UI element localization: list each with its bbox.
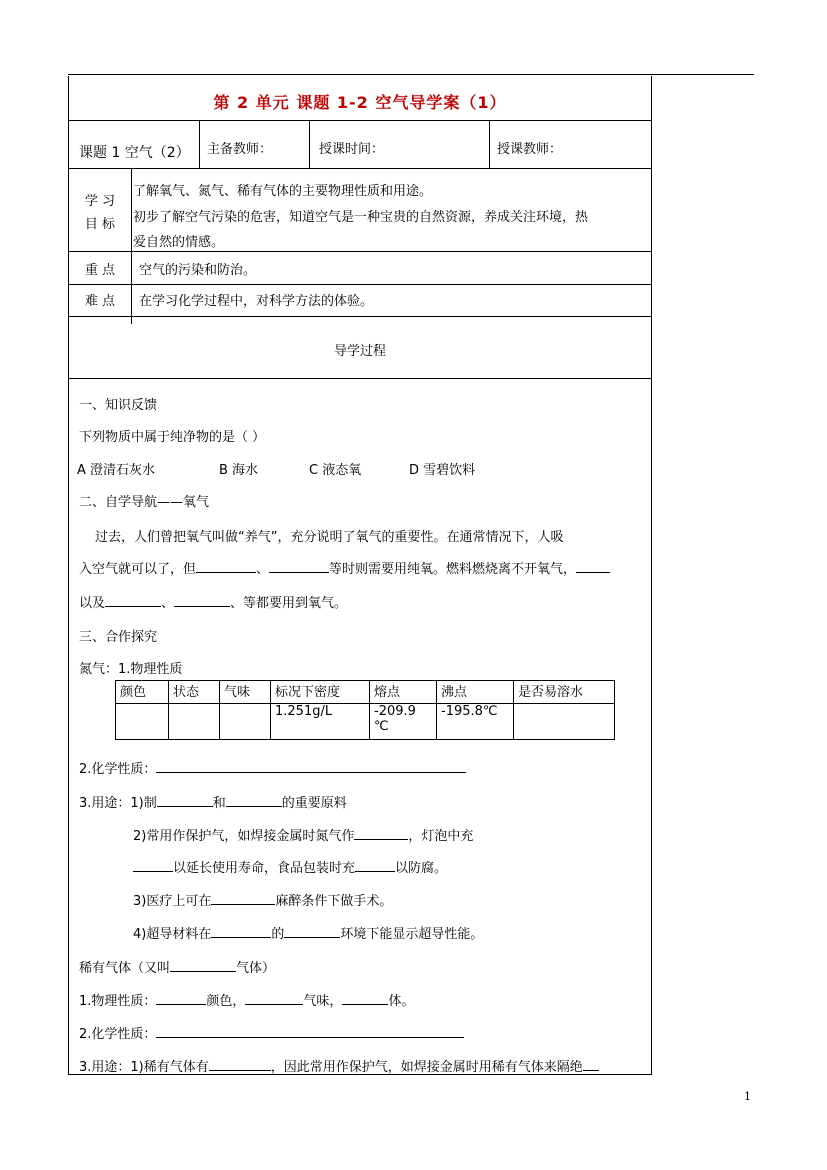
paragraph-text: 以及: [79, 596, 106, 611]
table-cell[interactable]: [220, 704, 271, 740]
divider: [199, 120, 200, 168]
objectives-label-2: 目 标: [84, 217, 116, 232]
paragraph-line: [79, 558, 610, 577]
section-heading: 三、合作探究: [79, 630, 158, 645]
noble-chem-line: [79, 1023, 464, 1042]
divider: [69, 120, 651, 121]
table-cell: -195.8℃: [437, 704, 514, 740]
divider: [69, 316, 651, 317]
table-cell[interactable]: [514, 704, 615, 740]
paragraph-text: 入空气就可以了，但: [79, 562, 197, 577]
time-label: 授课时间：: [319, 142, 385, 157]
noble-physical-line: [79, 990, 414, 1009]
divider: [69, 251, 651, 252]
option-d: D 雪碧饮料: [409, 463, 476, 478]
table-cell[interactable]: [116, 704, 169, 740]
answer-blank[interactable]: [355, 859, 395, 872]
label-text: ，灯泡中充: [408, 829, 474, 844]
divider: [69, 168, 651, 169]
objective-line: 了解氧气、氮气、稀有气体的主要物理性质和用途。: [133, 184, 433, 199]
divider: [131, 168, 132, 324]
option-c: C 液态氧: [309, 463, 362, 478]
answer-blank[interactable]: [284, 925, 340, 938]
label-text: 环境下能显示超导性能。: [340, 927, 484, 942]
paragraph-text: 、: [161, 596, 175, 611]
objective-line: 爱自然的情感。: [133, 235, 225, 250]
label-text: 稀有气体（又叫: [79, 961, 171, 976]
label-text: 体。: [388, 994, 415, 1009]
table-header: 熔点: [370, 681, 437, 704]
answer-blank[interactable]: [342, 992, 388, 1005]
answer-blank[interactable]: [157, 794, 213, 807]
lecturer-label: 授课教师：: [497, 142, 563, 157]
label-text: 麻醉条件下做手术。: [275, 894, 393, 909]
label-text: 2.化学性质：: [79, 762, 157, 777]
table-header: 颜色: [116, 681, 169, 704]
divider: [69, 378, 651, 379]
top-rule: [68, 74, 754, 75]
objective-line: 初步了解空气污染的危害，知道空气是一种宝贵的自然资源，养成关注环境，热: [133, 210, 589, 225]
answer-blank[interactable]: [174, 594, 230, 607]
answer-blank[interactable]: [209, 1058, 271, 1071]
use-line: [133, 857, 447, 876]
label-text: 的重要原料: [281, 796, 347, 811]
table-cell: 1.251g/L: [271, 704, 370, 740]
noble-use-line: [79, 1056, 599, 1075]
use-line: [79, 792, 347, 811]
answer-blank[interactable]: [269, 560, 329, 573]
answer-blank[interactable]: [226, 794, 282, 807]
objectives-label-1: 学 习: [84, 194, 116, 209]
table-header-row: [116, 681, 615, 704]
label-text: 以延长使用寿命，食品包装时充: [173, 861, 356, 876]
key-point-text: 空气的污染和防治。: [139, 263, 257, 278]
label-text: 颜色，: [206, 994, 246, 1009]
answer-blank[interactable]: [196, 560, 256, 573]
label-text: 3)医疗上可在: [133, 894, 212, 909]
paragraph-text: 、: [256, 562, 270, 577]
nitrogen-title: 氮气：1.物理性质: [79, 662, 183, 677]
difficulty-label: 难 点: [84, 294, 116, 309]
worksheet-frame: [68, 76, 652, 1075]
label-text: ，因此常用作保护气，如焊接金属时用稀有气体来隔绝: [270, 1060, 583, 1075]
lesson-name: 课题 1 空气（2）: [79, 145, 190, 161]
answer-blank[interactable]: [105, 594, 161, 607]
label-text: 以防腐。: [395, 861, 448, 876]
answer-blank[interactable]: [133, 859, 173, 872]
difficulty-text: 在学习化学过程中，对科学方法的体验。: [139, 294, 374, 309]
use-line: [133, 890, 392, 909]
answer-blank[interactable]: [156, 992, 206, 1005]
label-text: 气味，: [303, 994, 343, 1009]
label-text: 3.用途：1)稀有气体有: [79, 1060, 209, 1075]
label-text: 4)超导材料在: [133, 927, 212, 942]
answer-blank[interactable]: [170, 959, 236, 972]
answer-blank[interactable]: [211, 892, 275, 905]
divider: [489, 120, 490, 168]
answer-blank[interactable]: [576, 560, 610, 573]
paragraph-text: 、等都要用到氧气。: [230, 596, 348, 611]
table-cell: -209.9 ℃: [370, 704, 437, 740]
option-b: B 海水: [219, 463, 259, 478]
label-text: 和: [212, 796, 226, 811]
quiz-question: 下列物质中属于纯净物的是（ ）: [79, 430, 266, 445]
label-text: 气体）: [236, 961, 276, 976]
process-heading: 导学过程: [333, 344, 386, 359]
label-text: 的: [271, 927, 285, 942]
page-number: 1: [744, 1090, 751, 1103]
paragraph-line: 过去，人们曾把氧气叫做“养气”，充分说明了氧气的重要性。在通常情况下，人吸: [95, 530, 564, 545]
option-a: A 澄清石灰水: [77, 463, 156, 478]
table-row: [116, 704, 615, 740]
section-heading: 一、知识反馈: [79, 398, 158, 413]
answer-blank[interactable]: [245, 992, 303, 1005]
table-header: 标况下密度: [271, 681, 370, 704]
table-header: 状态: [169, 681, 220, 704]
answer-blank[interactable]: [156, 1025, 464, 1038]
label-text: 3.用途：1)制: [79, 796, 157, 811]
answer-blank[interactable]: [211, 925, 271, 938]
table-header: 气味: [220, 681, 271, 704]
divider: [69, 284, 651, 285]
answer-blank[interactable]: [354, 827, 408, 840]
table-cell[interactable]: [169, 704, 220, 740]
paragraph-line: [79, 592, 347, 611]
chem-property-line: [79, 758, 466, 777]
section-heading: 二、自学导航——氧气: [79, 495, 210, 510]
worksheet-title: 第 2 单元 课题 1-2 空气导学案（1）: [213, 93, 507, 112]
noble-gas-title: [79, 957, 275, 976]
table-header: 沸点: [437, 681, 514, 704]
answer-blank[interactable]: [156, 760, 466, 773]
label-text: 1.物理性质：: [79, 994, 157, 1009]
nitrogen-properties-table: [115, 680, 615, 740]
teacher-label: 主备教师：: [207, 142, 273, 157]
label-text: 2)常用作保护气，如焊接金属时氮气作: [133, 829, 355, 844]
paragraph-text: 等时则需要用纯氧。燃料燃烧离不开氧气，: [329, 562, 577, 577]
answer-blank[interactable]: [583, 1058, 599, 1071]
divider: [309, 120, 310, 168]
use-line: [133, 825, 473, 844]
key-point-label: 重 点: [84, 263, 116, 278]
table-header: 是否易溶水: [514, 681, 615, 704]
label-text: 2.化学性质：: [79, 1027, 157, 1042]
use-line: [133, 923, 483, 942]
